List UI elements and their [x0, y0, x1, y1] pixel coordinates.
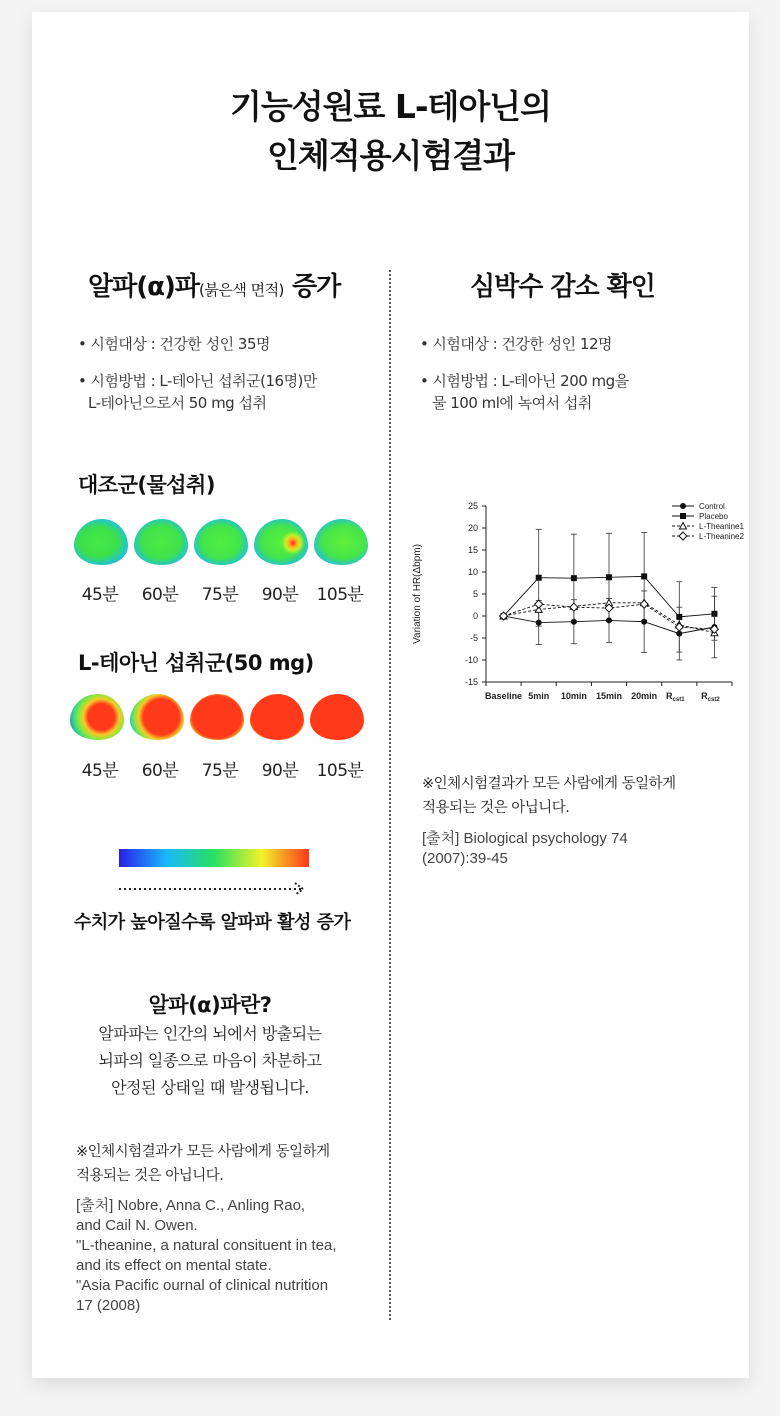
treatment-brain-90 [250, 694, 304, 740]
minute-label: 60분 [141, 761, 179, 781]
minute-label: 45분 [81, 585, 119, 605]
control-brain-row [72, 517, 372, 573]
minute-label: 105분 [316, 761, 364, 781]
treatment-brain-45 [70, 694, 124, 740]
y-tick-label: 20 [467, 523, 478, 533]
x-tick-label: 10min [560, 691, 587, 701]
control-minute-labels [70, 580, 380, 606]
alpha-heading-end: 증가 [283, 272, 341, 302]
heart-rate-chart [410, 484, 744, 703]
minute-label: 105분 [316, 585, 364, 605]
alpha-heading-small: (붉은색 면적) [198, 281, 284, 299]
treatment-brain-105 [310, 694, 364, 740]
dotted-arrow [119, 880, 309, 898]
y-axis-label: Variation of HR(Δbpm) [412, 544, 423, 644]
minute-label: 90분 [261, 761, 299, 781]
right-method-cont: 물 100 ml에 녹여서 섭취 [432, 394, 592, 412]
minute-label: 75분 [201, 761, 239, 781]
right-disclaimer [422, 772, 676, 820]
x-tick-label: 5min [528, 691, 550, 701]
source-line: "L-theanine, a natural consituent in tea, [76, 1237, 337, 1254]
source-line: 17 (2008) [76, 1297, 141, 1314]
disclaimer-line: ※인체시험결과가 모든 사람에게 동일하게 [422, 776, 676, 792]
x-tick-label: Baseline [485, 691, 523, 701]
data-point-l-theanine2 [675, 623, 683, 631]
alpha-gradient-bar [119, 849, 309, 867]
x-tick-label: 15min [595, 691, 623, 701]
y-tick-label: 0 [472, 611, 478, 621]
data-point-placebo [641, 573, 647, 579]
alpha-definition-text [40, 1020, 380, 1101]
alpha-definition-title: 알파(α)파란? [148, 993, 272, 1017]
page-title-line2: 인체적용시험결과 [266, 136, 515, 175]
control-brain-60 [134, 519, 188, 565]
right-source [422, 829, 628, 869]
legend-label: L-Theanine2 [699, 532, 744, 541]
y-tick-label: 10 [467, 567, 478, 577]
data-point-control [536, 620, 542, 626]
alpha-desc-line: 알파파는 인간의 뇌에서 방출되는 [98, 1024, 322, 1043]
legend-label: Control [699, 502, 725, 511]
disclaimer-line: ※인체시험결과가 모든 사람에게 동일하게 [76, 1144, 330, 1160]
column-divider [389, 270, 391, 1320]
left-subject-bullet: • 시험대상 : 건강한 성인 35명 [78, 334, 270, 355]
alpha-desc-line: 안정된 상태일 때 발생됩니다. [111, 1078, 309, 1097]
data-point-l-theanine2 [535, 600, 543, 608]
y-tick-label: 15 [467, 545, 478, 555]
left-method-cont: L-테아닌으로서 50 mg 섭취 [88, 394, 267, 412]
treatment-minute-labels [70, 756, 380, 782]
treatment-brain-row [68, 692, 378, 748]
legend-label: Placebo [699, 512, 728, 521]
x-tick-label: 20min [631, 691, 658, 701]
data-point-placebo [676, 614, 682, 620]
treatment-group-title: L-테아닌 섭취군(50 mg) [78, 651, 314, 675]
control-brain-105 [314, 519, 368, 565]
data-point-placebo [536, 575, 542, 581]
source-line: "Asia Pacific ournal of clinical nutrition [76, 1277, 329, 1294]
data-point-l-theanine2 [640, 600, 648, 608]
control-brain-90 [254, 519, 308, 565]
alpha-wave-heading [88, 266, 340, 303]
left-method-bullet: • 시험방법 : L-테아닌 섭취군(16명)만 [78, 371, 317, 392]
legend-label: L-Theanine1 [699, 522, 744, 531]
y-tick-label: -5 [469, 633, 478, 643]
alpha-desc-line: 뇌파의 일종으로 마음이 차분하고 [98, 1051, 322, 1070]
treatment-brain-60 [130, 694, 184, 740]
x-tick-label: $R_{cst1}$ [666, 691, 685, 703]
data-point-placebo [711, 611, 717, 617]
data-point-placebo [571, 575, 577, 581]
minute-label: 90분 [261, 585, 299, 605]
left-source [76, 1196, 337, 1316]
control-brain-75 [194, 519, 248, 565]
data-point-placebo [606, 574, 612, 580]
legend-marker [679, 532, 687, 540]
minute-label: 75분 [201, 585, 239, 605]
y-tick-label: -10 [464, 655, 478, 665]
heart-rate-heading: 심박수 감소 확인 [470, 272, 655, 302]
legend-caption: 수치가 높아질수록 알파파 활성 증가 [74, 912, 351, 933]
data-point-control [571, 619, 577, 625]
content-card [32, 12, 749, 1378]
source-line: and its effect on mental state. [76, 1257, 272, 1274]
minute-label: 45분 [81, 761, 119, 781]
page-title-line1: 기능성원료 L-테아닌의 [229, 87, 552, 126]
data-point-control [606, 617, 612, 623]
heart-rate-chart-svg [410, 484, 744, 703]
source-line: (2007):39-45 [422, 850, 508, 867]
source-line: and Cail N. Owen. [76, 1217, 198, 1234]
x-tick-label: $R_{cst2}$ [701, 691, 720, 703]
legend-marker [680, 503, 686, 509]
y-tick-label: -15 [464, 677, 478, 687]
legend-marker [680, 513, 686, 519]
source-line: [출처] Biological psychology 74 [422, 830, 628, 847]
data-point-control [641, 619, 647, 625]
left-disclaimer [76, 1140, 330, 1188]
right-method-bullet: • 시험방법 : L-테아닌 200 mg을 [420, 371, 629, 392]
data-point-l-theanine2 [570, 603, 578, 611]
right-subject-bullet: • 시험대상 : 건강한 성인 12명 [420, 334, 612, 355]
minute-label: 60분 [141, 585, 179, 605]
y-tick-label: 25 [467, 501, 478, 511]
control-group-title: 대조군(물섭취) [78, 473, 215, 497]
disclaimer-line: 적용되는 것은 아닙니다. [76, 1168, 224, 1184]
source-line: [출처] Nobre, Anna C., Anling Rao, [76, 1197, 306, 1214]
disclaimer-line: 적용되는 것은 아닙니다. [422, 800, 570, 816]
treatment-brain-75 [190, 694, 244, 740]
y-tick-label: 5 [472, 589, 478, 599]
control-brain-45 [74, 519, 128, 565]
legend-marker [680, 523, 687, 530]
alpha-heading-main: 알파(α)파 [88, 272, 199, 302]
